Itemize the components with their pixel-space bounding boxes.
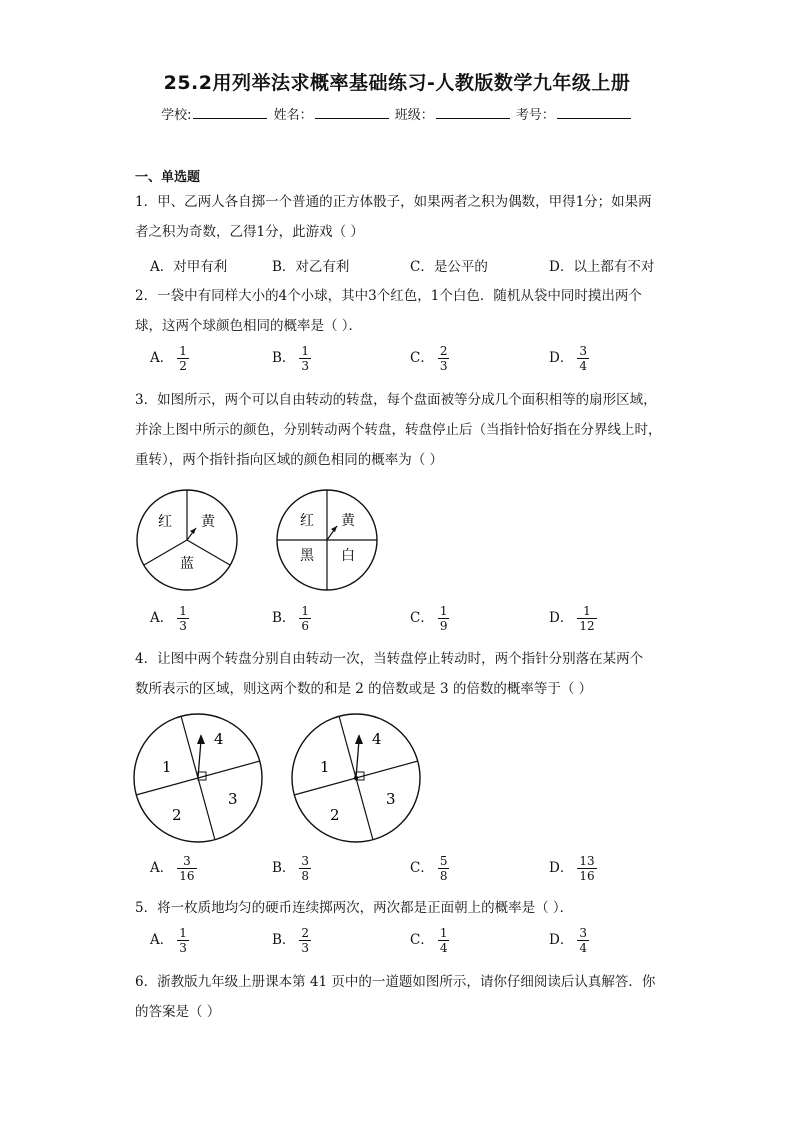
fraction: $\frac{3}{4}$ bbox=[579, 926, 587, 955]
question-6-line-2: 的答案是（ ） bbox=[135, 1004, 221, 1020]
question-6-line-1: 6．浙教版九年级上册课本第 41 页中的一道题如图所示，请你仔细阅读后认真解答．你 bbox=[135, 974, 656, 990]
question-1-line-1: 1．甲、乙两人各自掷一个普通的正方体骰子，如果两者之积为偶数，甲得1分；如果两 bbox=[135, 194, 652, 210]
q3-spinners-figure bbox=[130, 488, 390, 598]
q4-option-d[interactable]: D． $\frac{13}{16}$ bbox=[549, 854, 595, 883]
region-1-label: 1 bbox=[162, 758, 172, 776]
region-3-label: 3 bbox=[228, 790, 238, 808]
page-title: 25.2用列举法求概率基础练习-人教版数学九年级上册 bbox=[163, 72, 631, 94]
q3-option-c[interactable]: C． $\frac{1}{9}$ bbox=[410, 604, 448, 633]
question-2 bbox=[135, 281, 665, 341]
q5-option-b[interactable]: B． $\frac{2}{3}$ bbox=[272, 926, 310, 955]
question-1-line-2: 者之积为奇数，乙得1分，此游戏（ ） bbox=[135, 224, 364, 240]
fraction: $\frac{2}{3}$ bbox=[439, 344, 448, 373]
student-info-line bbox=[0, 104, 794, 123]
question-4-line-2: 数所表示的区域，则这两个数的和是 2 的倍数或是 3 的倍数的概率等于（ ） bbox=[135, 681, 593, 697]
question-3 bbox=[135, 385, 665, 475]
fraction: $\frac{1}{9}$ bbox=[439, 604, 448, 633]
fraction: $\frac{1}{6}$ bbox=[301, 604, 310, 633]
fraction: $\frac{1}{3}$ bbox=[179, 926, 187, 955]
q1-option-b[interactable]: B．对乙有利 bbox=[272, 259, 350, 275]
fraction: $\frac{1}{3}$ bbox=[179, 604, 187, 633]
q3-option-a[interactable]: A． $\frac{1}{3}$ bbox=[150, 604, 187, 633]
question-5-line-1: 5．将一枚质地均匀的硬币连续掷两次，两次都是正面朝上的概率是（ ）． bbox=[135, 900, 574, 916]
q1-option-c[interactable]: C．是公平的 bbox=[410, 259, 488, 275]
question-6 bbox=[135, 967, 665, 1027]
fraction: $\frac{5}{8}$ bbox=[439, 854, 448, 883]
question-2-line-1: 2．一袋中有同样大小的4个小球，其中3个红色，1个白色．随机从袋中同时摸出两个 bbox=[135, 288, 642, 304]
q3-option-b[interactable]: B． $\frac{1}{6}$ bbox=[272, 604, 310, 633]
section-heading: 一、单选题 bbox=[135, 170, 201, 185]
region-2-label: 2 bbox=[172, 806, 182, 824]
region-4-label: 4 bbox=[214, 730, 224, 748]
spinner-3-sectors bbox=[137, 490, 237, 590]
number-spinner-right bbox=[292, 714, 420, 842]
region-1-label: 1 bbox=[320, 758, 330, 776]
number-spinner-left bbox=[134, 714, 262, 842]
fraction: $\frac{3}{4}$ bbox=[579, 344, 587, 373]
q2-option-a[interactable]: A． $\frac{1}{2}$ bbox=[150, 344, 187, 373]
q5-option-a[interactable]: A． $\frac{1}{3}$ bbox=[150, 926, 187, 955]
sector-yellow-label: 黄 bbox=[201, 514, 215, 530]
fraction: $\frac{1}{3}$ bbox=[301, 344, 310, 373]
fraction: $\frac{3}{8}$ bbox=[301, 854, 310, 883]
q2-option-b[interactable]: B． $\frac{1}{3}$ bbox=[272, 344, 310, 373]
q5-option-c[interactable]: C． $\frac{1}{4}$ bbox=[410, 926, 448, 955]
sector-black-label: 黑 bbox=[300, 548, 314, 564]
fraction: $\frac{13}{16}$ bbox=[579, 854, 595, 883]
q4-spinners-figure bbox=[128, 710, 428, 850]
q4-option-c[interactable]: C． $\frac{5}{8}$ bbox=[410, 854, 448, 883]
question-5 bbox=[135, 893, 665, 923]
question-4-line-1: 4．让图中两个转盘分别自由转动一次，当转盘停止转动时，两个指针分别落在某两个 bbox=[135, 651, 644, 667]
name-blank[interactable] bbox=[315, 106, 389, 119]
class-blank[interactable] bbox=[436, 106, 510, 119]
q1-option-d[interactable]: D．以上都有不对 bbox=[549, 259, 655, 275]
question-4 bbox=[135, 644, 665, 704]
sector-yellow-label: 黄 bbox=[341, 513, 355, 529]
fraction: $\frac{3}{16}$ bbox=[179, 854, 195, 883]
region-3-label: 3 bbox=[386, 790, 396, 808]
q2-option-d[interactable]: D． $\frac{3}{4}$ bbox=[549, 344, 587, 373]
school-label: 学校: bbox=[161, 108, 192, 123]
question-1 bbox=[135, 187, 665, 247]
question-2-line-2: 球，这两个球颜色相同的概率是（ ）． bbox=[135, 318, 363, 334]
number-blank[interactable] bbox=[557, 106, 631, 119]
class-label: 班级： bbox=[394, 108, 434, 123]
q5-option-d[interactable]: D． $\frac{3}{4}$ bbox=[549, 926, 587, 955]
region-2-label: 2 bbox=[330, 806, 340, 824]
fraction: $\frac{1}{12}$ bbox=[579, 604, 595, 633]
q4-option-b[interactable]: B． $\frac{3}{8}$ bbox=[272, 854, 310, 883]
name-label: 姓名： bbox=[273, 108, 313, 123]
sector-white-label: 白 bbox=[341, 548, 355, 564]
fraction: $\frac{1}{4}$ bbox=[439, 926, 448, 955]
question-3-line-3: 重转），两个指针指向区域的颜色相同的概率为（ ） bbox=[135, 452, 444, 468]
question-3-line-1: 3．如图所示，两个可以自由转动的转盘，每个盘面被等分成几个面积相等的扇形区域， bbox=[135, 392, 657, 408]
sector-blue-label: 蓝 bbox=[180, 556, 194, 572]
region-4-label: 4 bbox=[372, 730, 382, 748]
sector-red-label: 红 bbox=[300, 513, 314, 529]
school-blank[interactable] bbox=[193, 106, 267, 119]
question-3-line-2: 并涂上图中所示的颜色，分别转动两个转盘，转盘停止后（当指针恰好指在分界线上时， bbox=[135, 422, 662, 438]
number-label: 考号： bbox=[515, 108, 555, 123]
fraction: $\frac{1}{2}$ bbox=[179, 344, 187, 373]
sector-red-label: 红 bbox=[158, 514, 172, 530]
spinner-4-sectors bbox=[277, 490, 377, 590]
q2-option-c[interactable]: C． $\frac{2}{3}$ bbox=[410, 344, 448, 373]
fraction: $\frac{2}{3}$ bbox=[301, 926, 310, 955]
q3-option-d[interactable]: D． $\frac{1}{12}$ bbox=[549, 604, 595, 633]
q4-option-a[interactable]: A． $\frac{3}{16}$ bbox=[150, 854, 195, 883]
q1-option-a[interactable]: A．对甲有利 bbox=[150, 259, 228, 275]
